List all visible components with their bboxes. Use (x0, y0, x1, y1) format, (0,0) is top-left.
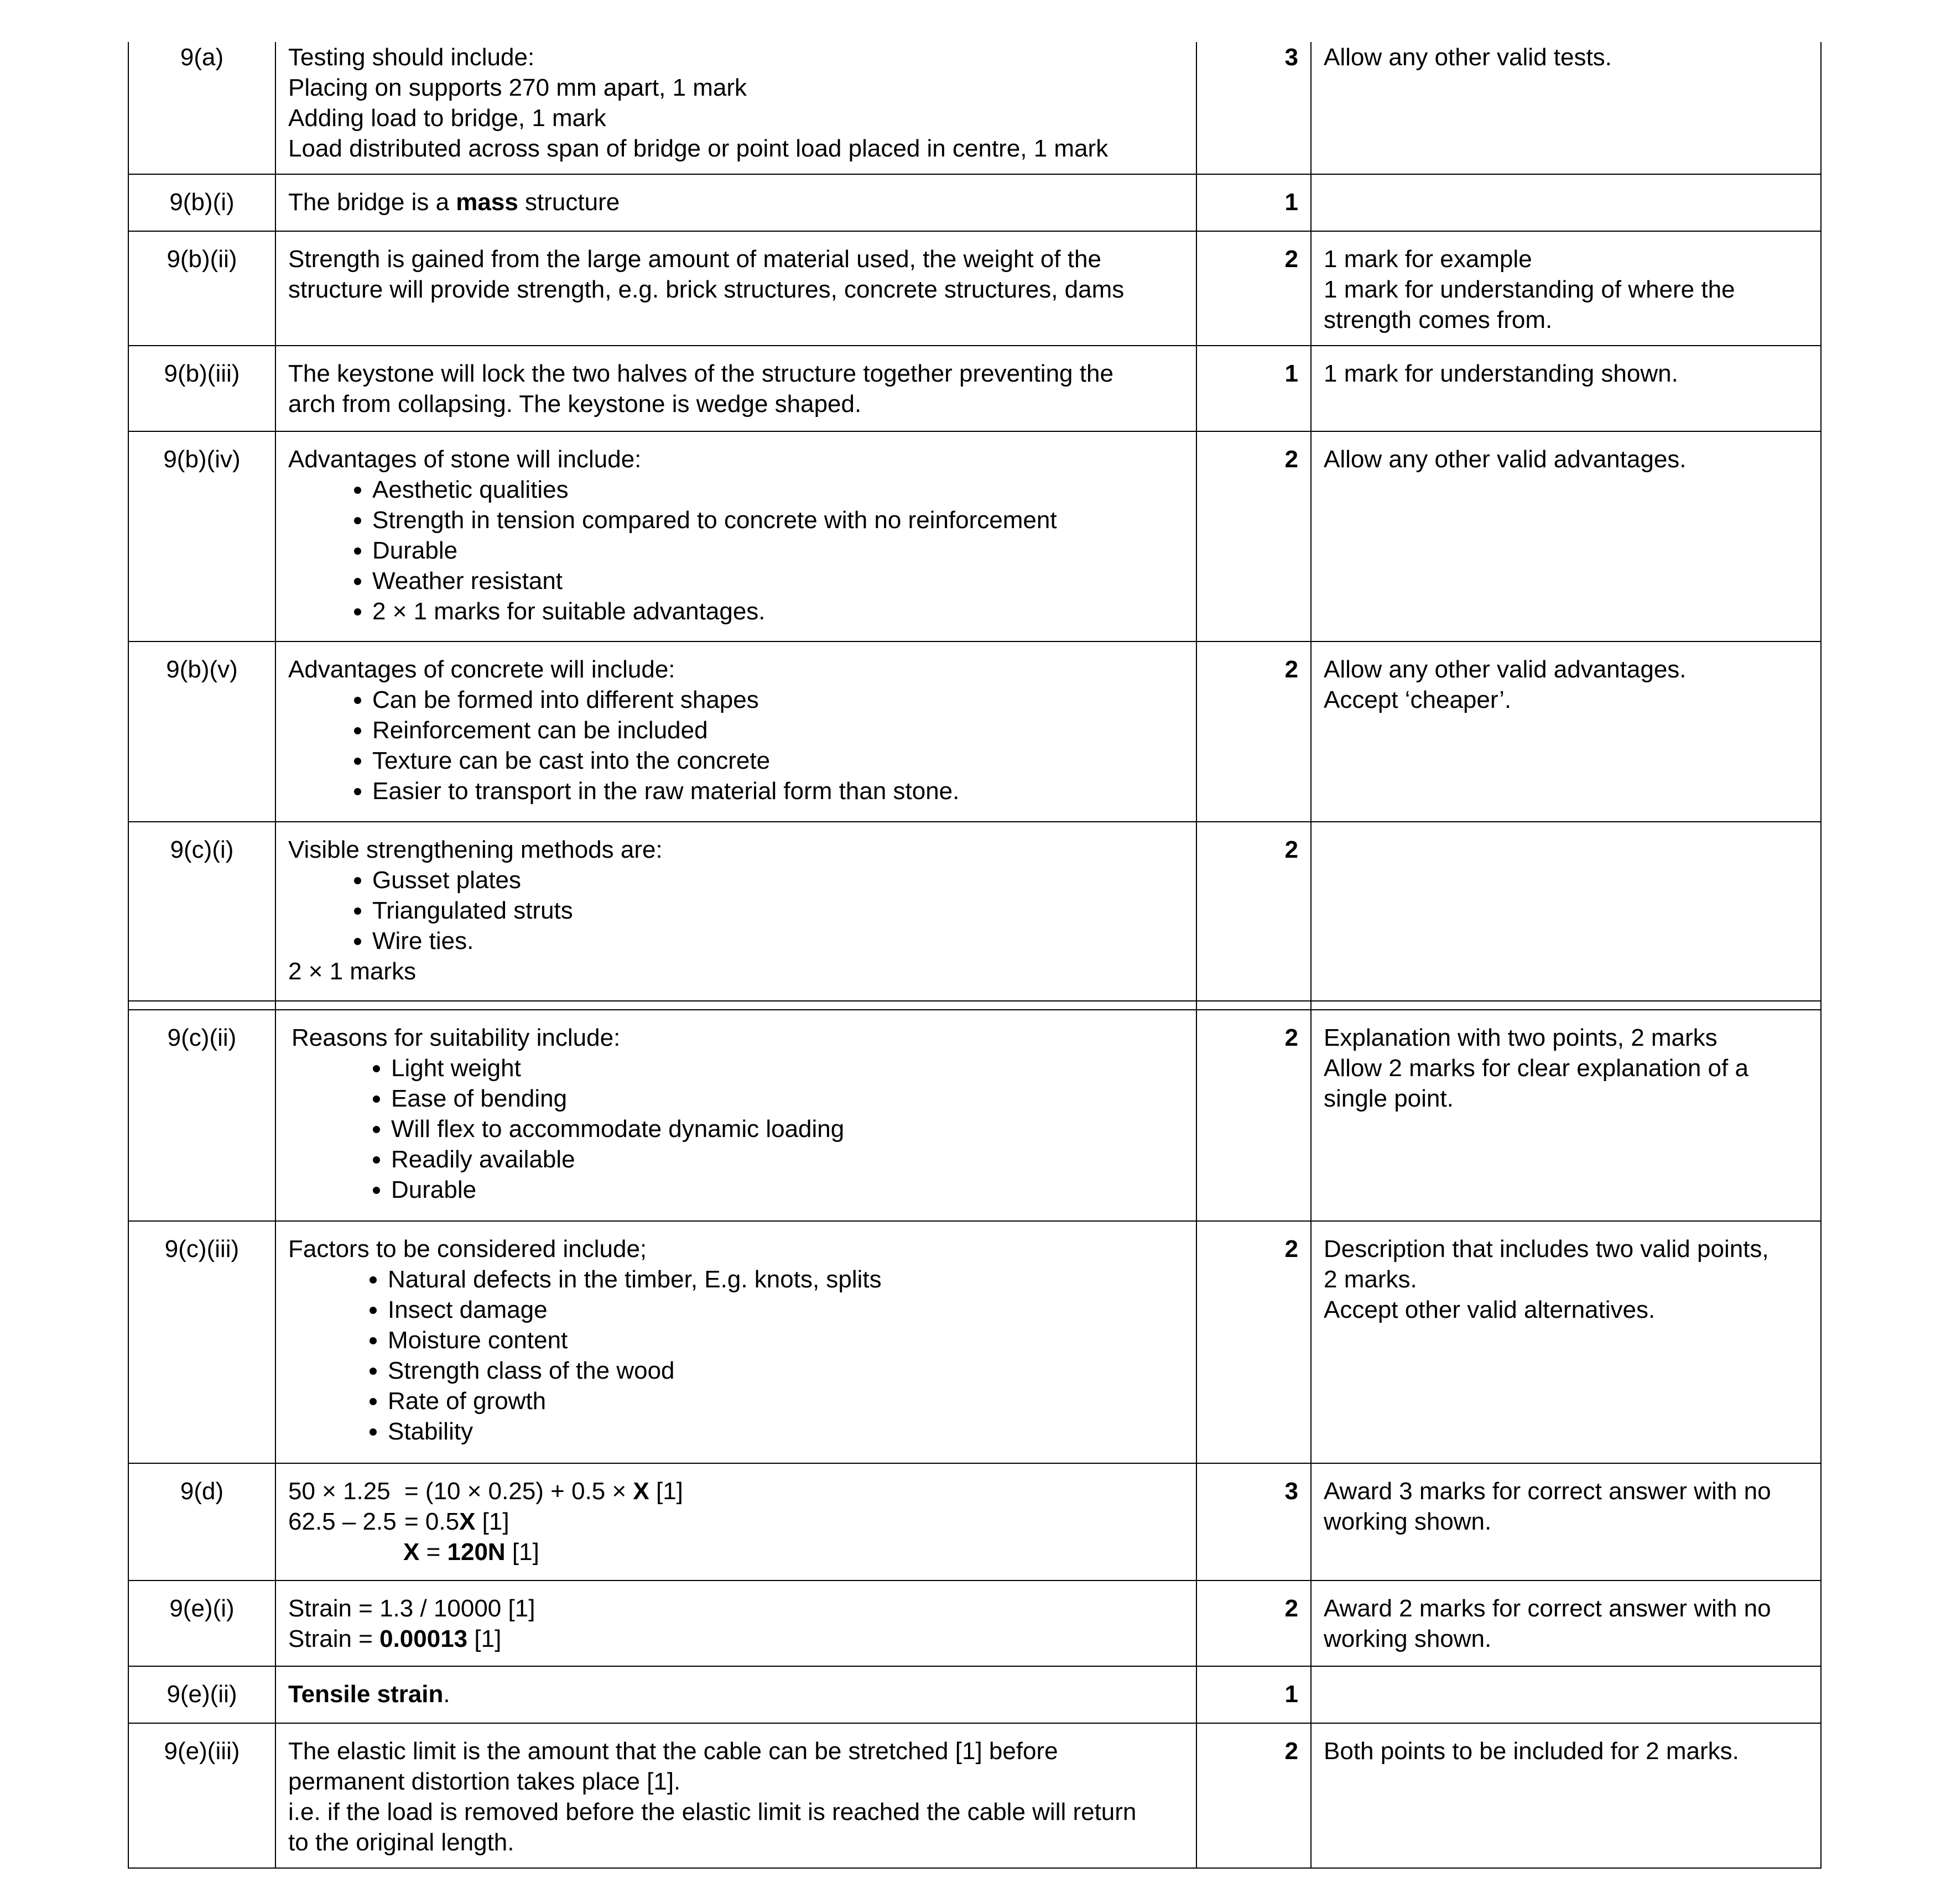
calc-left: 62.5 – 2.5 (288, 1508, 397, 1535)
calc-mark: [1] (649, 1478, 683, 1505)
answer-line: structure will provide strength, e.g. brick structures, concrete structures, dams (288, 276, 1125, 303)
answer-text: [1] (467, 1625, 502, 1652)
table-row (128, 822, 1821, 1001)
guidance-line: 2 marks. (1324, 1266, 1417, 1293)
guidance-line: Allow any other valid tests. (1324, 44, 1612, 71)
calc-left: 50 × 1.25 (288, 1478, 391, 1505)
guidance-cell (1311, 1580, 1821, 1666)
table-row (128, 1010, 1821, 1221)
answer-line: Load distributed across span of bridge or point load placed in centre, 1 mark (288, 135, 1109, 162)
bullet-list (288, 474, 1184, 627)
calc-right: = (10 × 0.25) + 0.5 × (404, 1478, 633, 1505)
answer-bold-text: Tensile strain (288, 1681, 444, 1708)
answer-line: Strain = 1.3 / 10000 [1] (288, 1595, 535, 1622)
answer-cell (275, 431, 1196, 641)
marks-cell: 1 (1196, 1666, 1311, 1723)
guidance-line: Award 2 marks for correct answer with no (1324, 1595, 1771, 1622)
answer-line: The elastic limit is the amount that the cable can be stretched [1] before (288, 1738, 1058, 1765)
calc-line (288, 1537, 1184, 1567)
marks-cell: 2 (1196, 1580, 1311, 1666)
guidance-line: Accept ‘cheaper’. (1324, 686, 1512, 713)
calc-mark: [1] (505, 1538, 539, 1566)
list-item: • Moisture content (388, 1325, 1184, 1355)
guidance-line: Description that includes two valid points, (1324, 1235, 1769, 1263)
list-item: • Gusset plates (372, 865, 1184, 895)
guidance-line: Award 3 marks for correct answer with no (1324, 1478, 1771, 1505)
answer-text: . (443, 1681, 450, 1708)
answer-line: Placing on supports 270 mm apart, 1 mark (288, 74, 747, 101)
answer-line: The keystone will lock the two halves of the structure together preventing the (288, 360, 1113, 387)
guidance-line: single point. (1324, 1085, 1454, 1112)
list-item: • Durable (372, 535, 1184, 566)
list-item: • Stability (388, 1416, 1184, 1447)
answer-cell (275, 231, 1196, 346)
mark-scheme-page (128, 42, 1820, 1869)
answer-cell (275, 1723, 1196, 1868)
guidance-line: Allow any other valid advantages. (1324, 446, 1687, 473)
question-number: 9(b)(iii) (128, 346, 275, 431)
answer-bold-text: 0.00013 (379, 1625, 468, 1652)
answer-cell (275, 1221, 1196, 1463)
answer-cell (275, 42, 1196, 174)
question-number: 9(e)(iii) (128, 1723, 275, 1868)
guidance-cell (1311, 431, 1821, 641)
question-number: 9(b)(v) (128, 641, 275, 822)
answer-line: arch from collapsing. The keystone is wedge shaped. (288, 390, 862, 418)
list-item: • Ease of bending (391, 1083, 1184, 1114)
marks-cell: 3 (1196, 1463, 1311, 1580)
table-row (128, 641, 1821, 822)
guidance-cell (1311, 1010, 1821, 1221)
answer-text: The bridge is a (288, 189, 456, 216)
answer-cell (275, 1010, 1196, 1221)
marks-cell: 2 (1196, 1723, 1311, 1868)
guidance-cell (1311, 42, 1821, 174)
table-row (128, 1580, 1821, 1666)
guidance-cell (1311, 346, 1821, 431)
guidance-line: Allow any other valid advantages. (1324, 656, 1687, 683)
guidance-cell (1311, 1723, 1821, 1868)
answer-line: to the original length. (288, 1829, 514, 1856)
question-number: 9(b)(i) (128, 174, 275, 231)
table-row (128, 1463, 1821, 1580)
guidance-line: 1 mark for understanding shown. (1324, 360, 1678, 387)
answer-cell (275, 1580, 1196, 1666)
list-item: • Natural defects in the timber, E.g. knots, splits (388, 1264, 1184, 1295)
marks-cell: 2 (1196, 822, 1311, 1001)
guidance-line: Explanation with two points, 2 marks (1324, 1024, 1718, 1051)
question-number: 9(b)(iv) (128, 431, 275, 641)
table-row (128, 1666, 1821, 1723)
question-number: 9(e)(i) (128, 1580, 275, 1666)
table-row (128, 346, 1821, 431)
list-item: • Strength in tension compared to concrete with no reinforcement (372, 505, 1184, 535)
calc-variable: X (459, 1508, 476, 1535)
question-number: 9(a) (128, 42, 275, 174)
guidance-line: 1 mark for example (1324, 246, 1532, 273)
calc-variable: X (403, 1538, 420, 1566)
answer-line: permanent distortion takes place [1]. (288, 1768, 681, 1795)
guidance-cell (1311, 174, 1821, 231)
marks-cell: 2 (1196, 431, 1311, 641)
guidance-line: Both points to be included for 2 marks. (1324, 1738, 1739, 1765)
list-item: • Triangulated struts (372, 895, 1184, 926)
bullet-list (288, 865, 1184, 956)
marks-cell: 3 (1196, 42, 1311, 174)
answer-cell (275, 1666, 1196, 1723)
bullet-list (288, 1264, 1184, 1447)
guidance-cell (1311, 641, 1821, 822)
guidance-cell (1311, 231, 1821, 346)
answer-line: Testing should include: (288, 44, 535, 71)
answer-cell (275, 1463, 1196, 1580)
table-row (128, 42, 1821, 174)
question-number: 9(c)(iii) (128, 1221, 275, 1463)
bullet-list (292, 1053, 1184, 1205)
guidance-line: Allow 2 marks for clear explanation of a (1324, 1055, 1749, 1082)
guidance-line: strength comes from. (1324, 306, 1553, 333)
calc-answer: 120N (447, 1538, 506, 1566)
answer-intro: Reasons for suitability include: (292, 1024, 621, 1051)
answer-intro: Factors to be considered include; (288, 1235, 647, 1263)
guidance-cell (1311, 1221, 1821, 1463)
table-row (128, 1723, 1821, 1868)
list-item: • Texture can be cast into the concrete (372, 745, 1184, 776)
answer-line: Strength is gained from the large amount of material used, the weight of the (288, 246, 1101, 273)
list-item: • Can be formed into different shapes (372, 685, 1184, 715)
list-item: • Insect damage (388, 1295, 1184, 1325)
list-item: • Reinforcement can be included (372, 715, 1184, 745)
marks-cell: 1 (1196, 174, 1311, 231)
answer-text: structure (518, 189, 620, 216)
list-item: • Wire ties. (372, 926, 1184, 956)
question-number: 9(b)(ii) (128, 231, 275, 346)
answer-bold-text: mass (456, 189, 518, 216)
answer-intro: Advantages of concrete will include: (288, 656, 675, 683)
question-number: 9(c)(i) (128, 822, 275, 1001)
table-row (128, 231, 1821, 346)
table-row (128, 431, 1821, 641)
marks-cell: 2 (1196, 231, 1311, 346)
answer-cell (275, 174, 1196, 231)
marks-cell: 1 (1196, 346, 1311, 431)
answer-text: Strain = (288, 1625, 380, 1652)
calc-equals: = (419, 1538, 447, 1566)
table-row (128, 1221, 1821, 1463)
answer-line: i.e. if the load is removed before the elastic limit is reached the cable will return (288, 1798, 1137, 1825)
answer-cell (275, 641, 1196, 822)
guidance-line: 1 mark for understanding of where the (1324, 276, 1735, 303)
guidance-line: Accept other valid alternatives. (1324, 1296, 1656, 1323)
marks-cell: 2 (1196, 641, 1311, 822)
list-item: • Easier to transport in the raw material form than stone. (372, 776, 1184, 806)
answer-intro: Advantages of stone will include: (288, 446, 642, 473)
guidance-cell (1311, 1463, 1821, 1580)
answer-cell (275, 822, 1196, 1001)
question-number: 9(e)(ii) (128, 1666, 275, 1723)
answer-line (288, 1624, 1184, 1654)
marks-cell: 2 (1196, 1221, 1311, 1463)
calc-right: = 0.5 (404, 1508, 460, 1535)
answer-cell (275, 346, 1196, 431)
mark-scheme-table (128, 42, 1822, 1869)
list-item: • Rate of growth (388, 1386, 1184, 1416)
list-item: • Aesthetic qualities (372, 474, 1184, 505)
page-break-divider (128, 1001, 1821, 1010)
list-item: • Weather resistant (372, 566, 1184, 596)
bullet-list (288, 685, 1184, 806)
question-number: 9(c)(ii) (128, 1010, 275, 1221)
question-number: 9(d) (128, 1463, 275, 1580)
answer-outro: 2 × 1 marks (288, 958, 417, 985)
list-item: • Will flex to accommodate dynamic loading (391, 1114, 1184, 1144)
calc-variable: X (633, 1478, 649, 1505)
marks-cell: 2 (1196, 1010, 1311, 1221)
guidance-cell (1311, 1666, 1821, 1723)
list-item: • 2 × 1 marks for suitable advantages. (372, 596, 1184, 627)
calc-line (288, 1506, 1184, 1537)
list-item: • Strength class of the wood (388, 1355, 1184, 1386)
answer-intro: Visible strengthening methods are: (288, 836, 663, 863)
list-item: • Light weight (391, 1053, 1184, 1083)
guidance-cell (1311, 822, 1821, 1001)
table-row (128, 174, 1821, 231)
calc-mark: [1] (475, 1508, 509, 1535)
answer-line: Adding load to bridge, 1 mark (288, 105, 606, 132)
guidance-line: working shown. (1324, 1625, 1492, 1652)
list-item: • Durable (391, 1175, 1184, 1205)
list-item: • Readily available (391, 1144, 1184, 1175)
guidance-line: working shown. (1324, 1508, 1492, 1535)
calc-line (288, 1476, 1184, 1506)
